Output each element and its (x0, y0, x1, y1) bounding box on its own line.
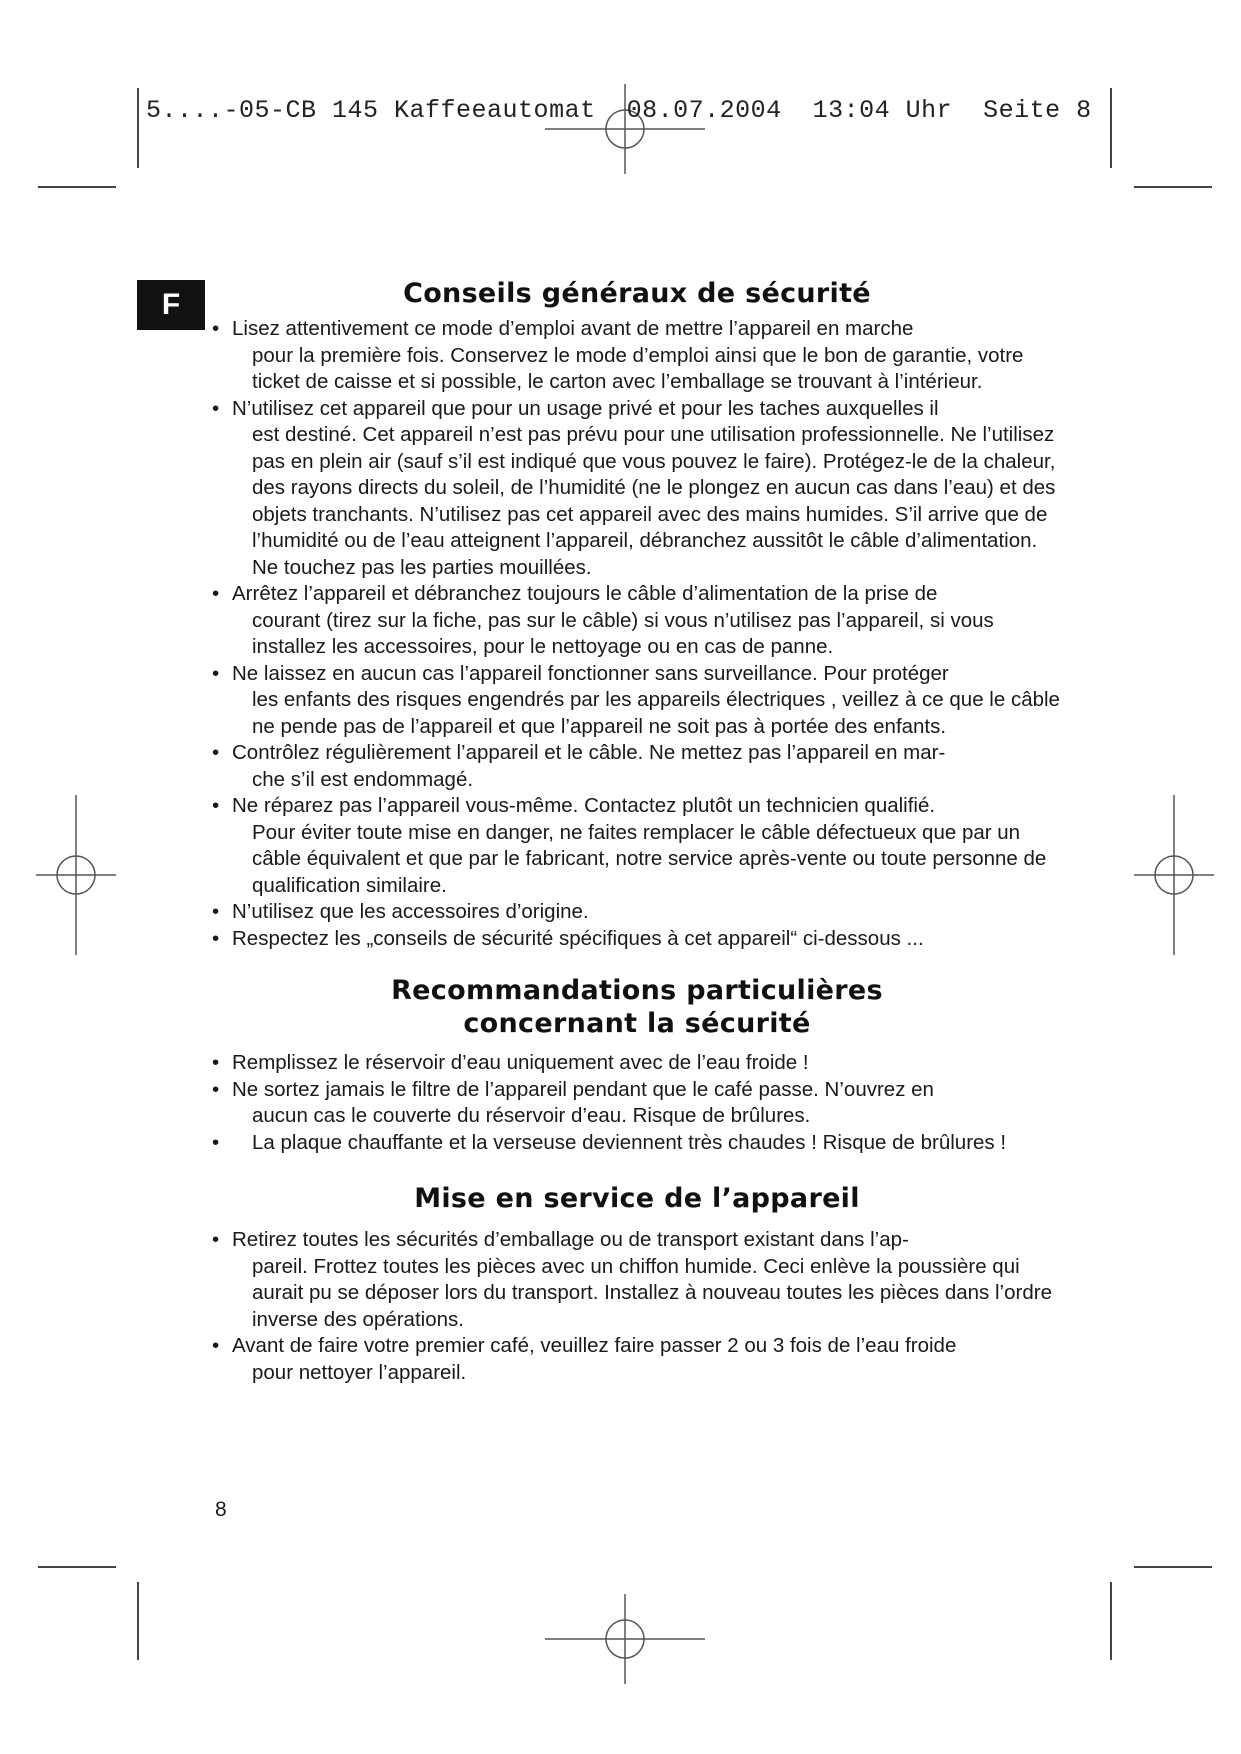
page-number: 8 (215, 1498, 227, 1521)
registration-mark-left-icon (36, 795, 116, 955)
registration-mark-bottom-icon (545, 1594, 705, 1684)
crop-mark-bottom-right-vertical (1110, 1582, 1112, 1660)
language-tab-french: F (137, 280, 205, 330)
list-item: • Arrêtez l’appareil et débranchez toujours le câble d’alimentation de la prise de courant (tirez sur la fiche, pas sur le câble) si vous n’utilisez pas l’appareil, si vous installez les accessoires, pour le nettoyage ou en cas de panne. (212, 581, 1062, 661)
crop-mark-top-right-vertical (1110, 88, 1112, 168)
specific-safety-list (212, 1050, 1062, 1156)
list-item: • N’utilisez que les accessoires d’origine. (212, 899, 1062, 926)
general-safety-list (212, 316, 1062, 952)
page-content (212, 277, 1062, 1386)
list-item: • Lisez attentivement ce mode d’emploi avant de mettre l’appareil en marche pour la première fois. Conservez le mode d’emploi ainsi que le bon de garantie, votre ticket de caisse et si possible, le carton avec l’emballage se trouvant à l’intérieur. (212, 316, 1062, 396)
print-slug-header: 5....-05-CB 145 Kaffeeautomat 08.07.2004 13:04 Uhr Seite 8 (146, 96, 1092, 125)
list-item: • Retirez toutes les sécurités d’emballage ou de transport existant dans l’ap- pareil. Frottez toutes les pièces avec un chiffon humide. Ceci enlève la poussière qui aurait pu se déposer lors du transport. Installez à nouveau toutes les pièces dans l’ordre inverse des opérations. (212, 1227, 1062, 1333)
list-item: • Ne laissez en aucun cas l’appareil fonctionner sans surveillance. Pour protéger les enfants des risques engendrés par les appareils électriques , veillez à ce que le câble ne pende pas de l’appareil et que l’appareil ne soit pas à portée des enfants. (212, 661, 1062, 741)
list-item: • Contrôlez régulièrement l’appareil et le câble. Ne mettez pas l’appareil en mar- che s’il est endommagé. (212, 740, 1062, 793)
crop-mark-bottom-right-horizontal (1134, 1566, 1212, 1568)
crop-mark-bottom-left-vertical (137, 1582, 139, 1660)
list-item: • La plaque chauffante et la verseuse deviennent très chaudes ! Risque de brûlures ! (212, 1130, 1062, 1157)
list-item: • Ne sortez jamais le filtre de l’appareil pendant que le café passe. N’ouvrez en aucun cas le couverte du réservoir d’eau. Risque de brûlures. (212, 1077, 1062, 1130)
registration-mark-right-icon (1134, 795, 1214, 955)
crop-mark-top-left-horizontal (38, 186, 116, 188)
list-item: • N’utilisez cet appareil que pour un usage privé et pour les taches auxquelles il est destiné. Cet appareil n’est pas prévu pour une utilisation professionnelle. Ne l’utilisez pas en plein air (sauf s’il est indiqué que vous pouvez le faire). Protégez-le de la chaleur, des rayons directs du soleil, de l’humidité (ne le plongez en aucun cas dans l’eau) et des objets tranchants. N’utilisez pas cet appareil avec des mains humides. S’il arrive que de l’humidité ou de l’eau atteignent l’appareil, débranchez aussitôt le câble d’alimentation. Ne touchez pas les parties mouillées. (212, 396, 1062, 582)
section-title-general-safety: Conseils généraux de sécurité (403, 278, 871, 309)
list-item: • Avant de faire votre premier café, veuillez faire passer 2 ou 3 fois de l’eau froide pour nettoyer l’appareil. (212, 1333, 1062, 1386)
crop-mark-top-left-vertical (137, 88, 139, 168)
list-item: • Ne réparez pas l’appareil vous-même. Contactez plutôt un technicien qualifié. Pour éviter toute mise en danger, ne faites remplacer le câble défectueux que par un câble équivalent et que par le fabricant, notre service après-vente ou toute personne de qualification similaire. (212, 793, 1062, 899)
crop-mark-top-right-horizontal (1134, 186, 1212, 188)
section-title-first-use: Mise en service de l’appareil (414, 1183, 860, 1214)
crop-mark-bottom-left-horizontal (38, 1566, 116, 1568)
first-use-list (212, 1227, 1062, 1386)
list-item: • Respectez les „conseils de sécurité spécifiques à cet appareil“ ci-dessous ... (212, 926, 1062, 953)
list-item: • Remplissez le réservoir d’eau uniquement avec de l’eau froide ! (212, 1050, 1062, 1077)
section-title-specific-recommendations: Recommandations particulières concernant la sécurité (391, 975, 883, 1039)
